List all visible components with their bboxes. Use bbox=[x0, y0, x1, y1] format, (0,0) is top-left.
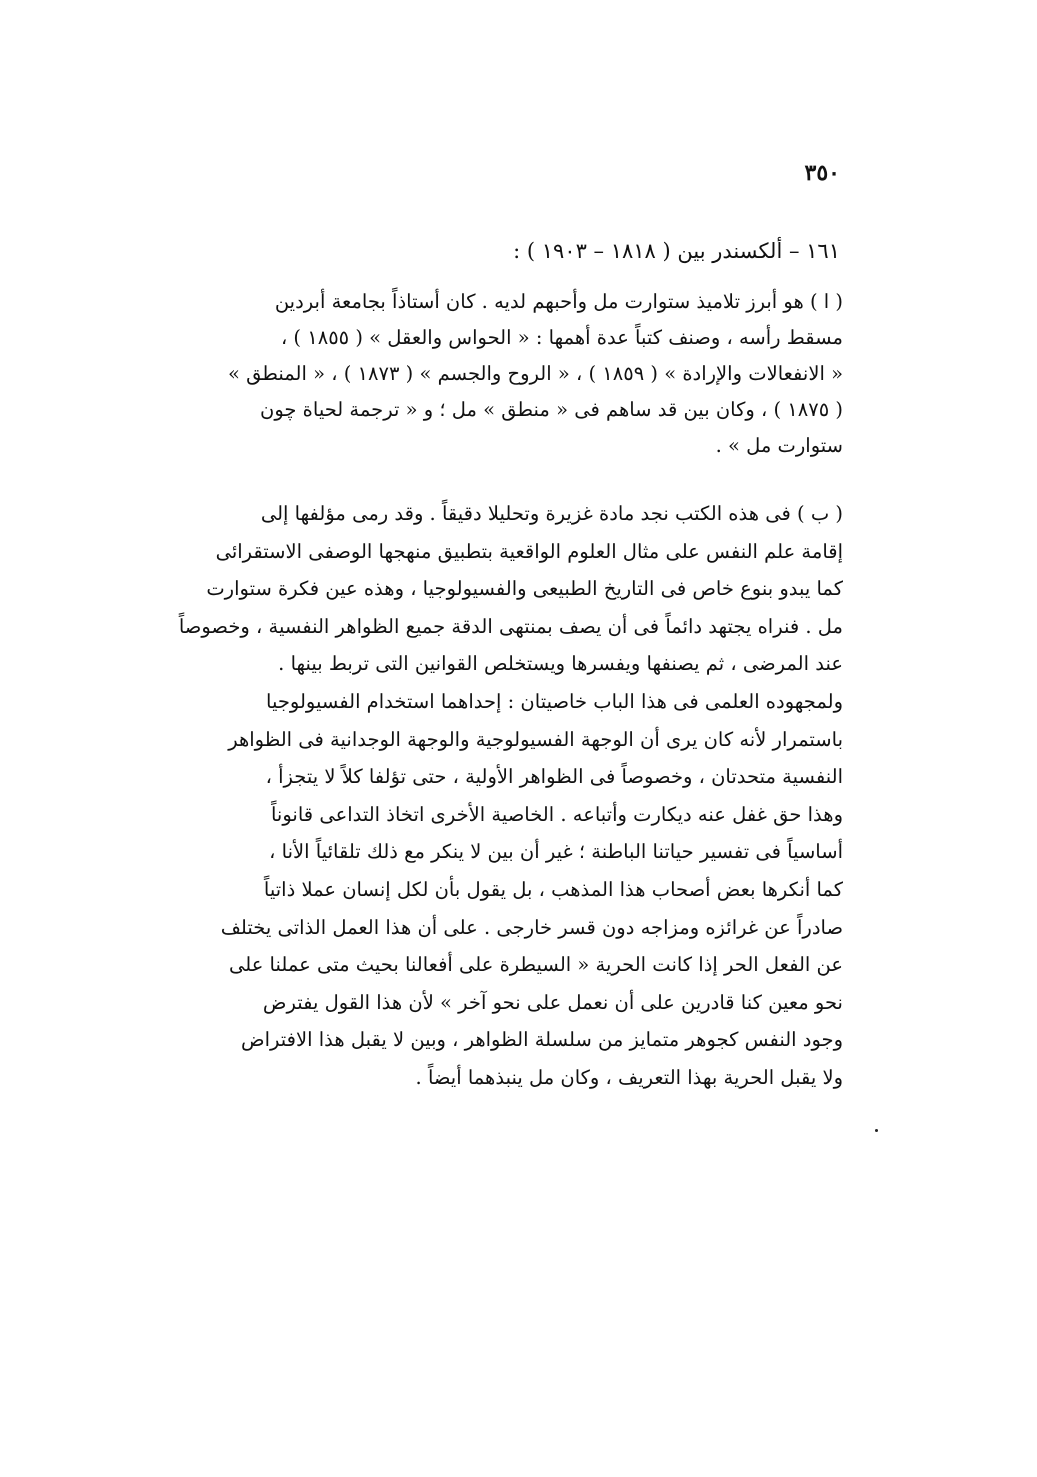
section-heading: ١٦١ – ألكسندر بين ( ١٨١٨ – ١٩٠٣ ) : bbox=[513, 239, 840, 263]
paragraph-line: وجود النفس كجوهر متمايز من سلسلة الظواهر ، وبين لا يقبل هذا الافتراض bbox=[241, 1028, 843, 1052]
paragraph-line: مسقط رأسه ، وصنف كتباً عدة أهمها : « الحواس والعقل » ( ١٨٥٥ ) ، bbox=[280, 326, 843, 349]
paragraph-line: صادراً عن غرائزه ومزاجه دون قسر خارجى . على أن هذا العمل الذاتى يختلف bbox=[220, 915, 843, 939]
paragraph-line: ( ب ) فى هذه الكتب نجد مادة غزيرة وتحليلا دقيقاً . وقد رمى مؤلفها إلى bbox=[260, 502, 843, 525]
paragraph-line: كما يبدو بنوع خاص فى التاريخ الطبيعى والفسيولوجيا ، وهذه عين فكرة ستوارت bbox=[206, 577, 843, 601]
paragraph-line: ولا يقبل الحرية بهذا التعريف ، وكان مل ينبذهما أيضاً . bbox=[415, 1065, 843, 1089]
paragraph-line: ( ا ) هو أبرز تلاميذ ستوارت مل وأحبهم لديه . كان أستاذاً بجامعة أبردين bbox=[274, 290, 843, 313]
paragraph-line: عند المرضى ، ثم يصنفها ويفسرها ويستخلص القوانين التى تربط بينها . bbox=[278, 652, 843, 676]
paragraph-line: عن الفعل الحر إذا كانت الحرية « السيطرة على أفعالنا بحيث متى عملنا على bbox=[229, 953, 843, 977]
paragraph-b bbox=[160, 495, 843, 1097]
paragraph-line: ( ١٨٧٥ ) ، وكان بين قد ساهم فى « منطق » مل ؛ و « ترجمة لحياة چون bbox=[260, 398, 843, 421]
paragraph-line: مل . فنراه يجتهد دائماً فى أن يصف بمنتهى الدقة جميع الظواهر النفسية ، وخصوصاً bbox=[178, 614, 843, 638]
paragraph-line: باستمرار لأنه كان يرى أن الوجهة الفسيولوجية والوجهة الوجدانية فى الظواهر bbox=[228, 727, 843, 751]
paragraph-line: « الانفعالات والإرادة » ( ١٨٥٩ ) ، « الروح والجسم » ( ١٨٧٣ ) ، « المنطق » bbox=[228, 362, 843, 385]
paragraph-line: نحو معين كنا قادرين على أن نعمل على نحو آخر » لأن هذا القول يفترض bbox=[262, 990, 843, 1014]
page-number: ٣٥٠ bbox=[804, 160, 840, 186]
paragraph-line: ولمجهوده العلمى فى هذا الباب خاصيتان : إحداهما استخدام الفسيولوجيا bbox=[266, 689, 843, 713]
paragraph-a bbox=[160, 284, 843, 464]
scan-speck bbox=[875, 1129, 878, 1132]
paragraph-line: وهذا حق غفل عنه ديكارت وأتباعه . الخاصية الأخرى اتخاذ التداعى قانوناً bbox=[270, 802, 843, 826]
paragraph-line: كما أنكرها بعض أصحاب هذا المذهب ، بل يقول بأن لكل إنسان عملا ذاتياً bbox=[263, 877, 843, 901]
paragraph-line: النفسية متحدتان ، وخصوصاً فى الظواهر الأولية ، حتى تؤلفا كلاً لا يتجزأ ، bbox=[265, 765, 843, 789]
paragraph-line: إقامة علم النفس على مثال العلوم الواقعية بتطبيق منهجها الوصفى الاستقرائى bbox=[215, 539, 843, 563]
paragraph-line: ستوارت مل » . bbox=[715, 434, 843, 457]
paragraph-line: أساسياً فى تفسير حياتنا الباطنة ؛ غير أن بين لا ينكر مع ذلك تلقائياً الأنا ، bbox=[269, 840, 843, 864]
